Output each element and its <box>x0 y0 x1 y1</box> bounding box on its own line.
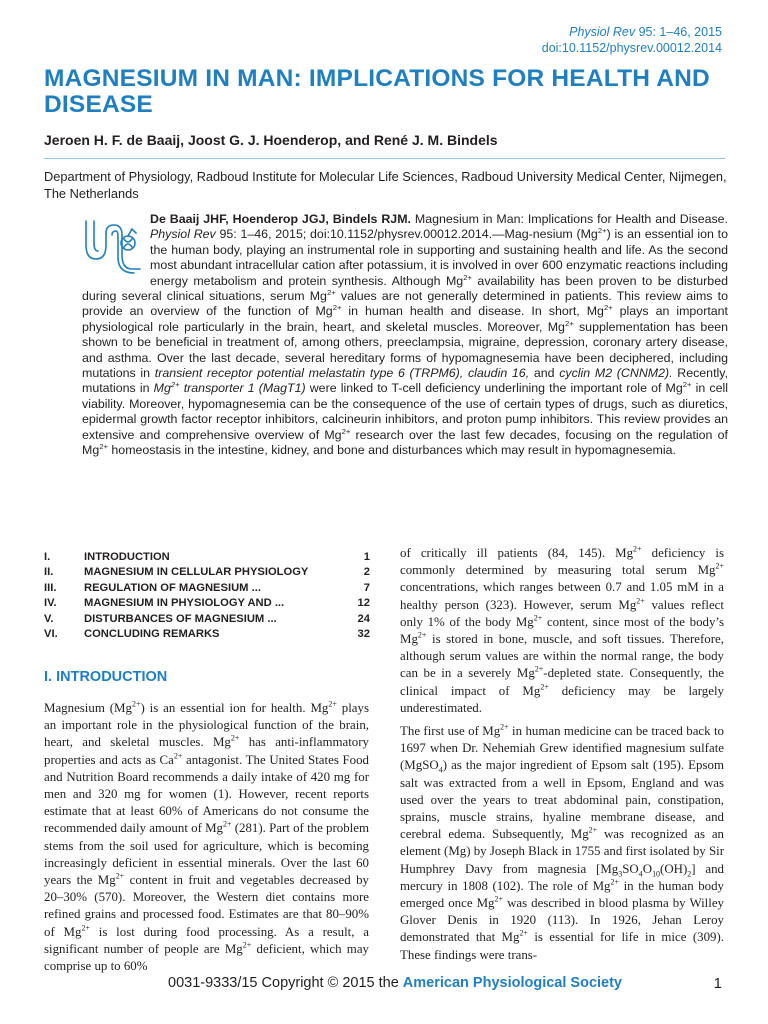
gene-part: Mg <box>153 381 171 396</box>
ion-charge: 2+ <box>230 734 240 744</box>
copyright-text: 0031-9333/15 Copyright © 2015 the <box>168 975 403 991</box>
author-list: Jeroen H. F. de Baaij, Joost G. J. Hoenderop, and René J. M. Bindels <box>44 132 498 148</box>
toc-label: CONCLUDING REMARKS <box>84 628 220 641</box>
subscript: 4 <box>638 869 643 879</box>
doi[interactable]: doi:10.1152/physrev.00012.2014 <box>541 41 722 55</box>
ion-charge: 2+ <box>341 426 351 436</box>
body-text: deficient, which may comprise up to 60% <box>44 941 369 974</box>
abstract-text: availability has been proven to be disturbed during several clinical situations, serum Mg <box>82 273 728 304</box>
body-text: ) as the major ingredient of Epsom salt (195). Epsom salt was extracted from a well in Epsom, England and was used over the years to treat abdominal pain, constipation, sprains, muscle strains, hyaline membrane disease, and cerebral edema. Subsequently, Mg <box>400 758 724 842</box>
abstract-text: in cell viability. Moreover, hypomagnesemia can be the consequence of the use of certain types of drugs, such as diuretics, epidermal growth factor receptor inhibitors, calcineurin inhibitors, and proton pump inhibitors. This review provides an extensive and comprehensive overview of Mg <box>82 381 729 442</box>
toc-page: 12 <box>357 597 370 610</box>
logo-spacer <box>82 212 150 286</box>
subscript: 2 <box>687 869 692 879</box>
journal-citation <box>542 24 722 56</box>
body-text: ) is an essential ion for health. Mg <box>140 701 329 715</box>
ion-charge: 2+ <box>223 820 232 830</box>
intro-paragraph-left <box>44 700 369 975</box>
table-of-contents <box>44 550 370 642</box>
ion-charge: 2+ <box>633 544 642 554</box>
ion-charge: 2+ <box>463 272 472 282</box>
toc-item[interactable] <box>44 550 370 565</box>
toc-item[interactable] <box>44 581 370 596</box>
gene-name: transient receptor potential melastatin type 6 (TRPM6), claudin 16, <box>154 366 530 381</box>
ion-charge: 2+ <box>115 871 125 881</box>
gene-part: transporter 1 (MagT1) <box>179 381 306 396</box>
ion-charge: 2+ <box>328 699 337 709</box>
toc-page: 2 <box>363 566 370 579</box>
page-number: 1 <box>713 975 722 992</box>
toc-number: VI. <box>44 628 58 641</box>
body-text: is essential for life in mice (309). These findings were trans- <box>400 930 724 962</box>
abstract <box>82 212 728 459</box>
ion-charge: 2+ <box>533 613 543 623</box>
intro-paragraph-right-1 <box>400 545 724 717</box>
gene-name <box>154 381 306 395</box>
journal-name: Physiol Rev <box>569 25 636 39</box>
abstract-text: ) is an essential ion to the human body, playing an instrumental role in supporting and sustaining health and life. As the second most abundant intracellular cation after potassium, it is involved in over 600 enzymatic reactions including energy metabolism and protein synthesis. Although Mg <box>150 227 729 288</box>
ion-charge: 2+ <box>715 561 724 571</box>
header-divider <box>44 158 725 159</box>
toc-item[interactable] <box>44 596 370 611</box>
body-text: deficiency may be largely underestimated. <box>400 683 724 715</box>
ion-charge: 2+ <box>564 318 574 328</box>
abstract-text: were linked to T-cell deficiency underlining the important role of Mg <box>305 381 683 396</box>
body-text: has anti-inflammatory properties and acts as Ca <box>44 735 369 767</box>
toc-item[interactable] <box>44 612 370 627</box>
body-text: SO <box>622 861 639 876</box>
ion-charge: 2+ <box>99 441 108 451</box>
intro-paragraph-right-2 <box>400 723 724 964</box>
body-text: content, since most of the body’s Mg <box>400 614 725 647</box>
ion-charge: 2+ <box>519 929 528 939</box>
ion-charge: 2+ <box>597 226 607 236</box>
ion-charge: 2+ <box>534 665 544 675</box>
body-text: of critically ill patients (84, 145). Mg <box>400 546 634 560</box>
ion-charge: 2+ <box>332 303 342 313</box>
body-text: concentrations, which ranges between 0.7 and 1.05 mM in a healthy person (323). However, serum Mg <box>400 580 724 612</box>
affiliation: Department of Physiology, Radboud Institute for Molecular Life Sciences, Radboud University Medical Center, Nijmegen, The Netherlands <box>44 169 727 201</box>
ion-charge: 2+ <box>242 940 252 950</box>
body-text: antagonist. The United States Food and Nutrition Board recommends a daily intake of 420 mg for men and 320 mg for women (1). However, recent reports estimate that at least 60% of Americans do not consume the recommended daily amount of Mg <box>44 752 369 836</box>
toc-label: REGULATION OF MAGNESIUM ... <box>84 581 261 594</box>
ion-charge: 2+ <box>500 722 509 732</box>
society-name: American Physiological Society <box>402 975 622 991</box>
ion-charge: 2+ <box>131 699 141 709</box>
body-text: O <box>642 861 653 876</box>
body-text: plays an important role in the physiological function of the brain, heart, and skeletal muscles. Mg <box>44 701 369 750</box>
toc-page: 32 <box>357 628 370 641</box>
gene-name: cyclin M2 (CNNM2). <box>559 366 673 381</box>
ion-charge: 2+ <box>326 287 336 297</box>
toc-number: IV. <box>44 597 57 610</box>
copyright-line <box>168 975 622 991</box>
abstract-text: in human health and disease. In short, Mg <box>341 304 604 319</box>
ion-charge: 2+ <box>603 303 613 313</box>
subscript: 10 <box>652 869 661 879</box>
ion-charge: 2+ <box>540 682 549 692</box>
body-text: content in fruit and vegetables decreased by 20–30% (570). Moreover, the Western diet contains more refined grains and processed food. Estimates are that 80–90% of Mg <box>44 873 369 939</box>
body-text: is lost during food processing. As a result, a significant number of people are Mg <box>44 924 369 956</box>
body-text: values reflect only 1% of the body Mg <box>400 597 724 629</box>
abstract-text: research over the last few decades, focusing on the regulation of Mg <box>82 427 728 458</box>
volume-pages: 95: 1–46, 2015 <box>635 25 722 39</box>
citation-authors: De Baaij JHF, Hoenderop JGJ, Bindels RJM. <box>150 212 411 226</box>
ion-charge: 2+ <box>417 630 427 640</box>
toc-number: II. <box>44 566 54 579</box>
ion-charge: 2+ <box>610 877 620 887</box>
toc-number: I. <box>44 551 51 563</box>
ion-charge: 2+ <box>636 596 645 606</box>
toc-item[interactable] <box>44 565 370 580</box>
citation-title: Magnesium in Man: Implications for Health and Disease. <box>410 212 729 226</box>
ion-charge: 2+ <box>588 825 598 835</box>
toc-label: INTRODUCTION <box>84 551 170 563</box>
abstract-text: and <box>529 366 560 381</box>
abstract-text: Recently, mutations in <box>82 366 728 396</box>
abstract-text: homeostasis in the intestine, kidney, and bone and disturbances which may result in hypomagnesemia. <box>107 443 676 458</box>
body-text: in human medicine can be traced back to 1697 when Dr. Nehemiah Grew identified magnesium sulfate (MgSO <box>400 724 724 773</box>
body-text: -depleted state. Consequently, the clinical impact of Mg <box>400 666 724 698</box>
toc-page: 24 <box>357 612 370 625</box>
body-text: ] and mercury in 1808 (102). The role of Mg <box>400 861 724 893</box>
subscript: 4 <box>438 765 443 775</box>
abstract-text: plays an important physiological role particularly in the brain, heart, and skeletal muscles. Moreover, Mg <box>82 304 728 334</box>
toc-number: III. <box>44 581 57 594</box>
body-text: (OH) <box>660 861 688 876</box>
abstract-text: supplementation has been shown to be beneficial in treatment of, among others, preeclampsia, migraine, depression, coronary artery disease, and asthma. Over the last decade, several hereditary forms of hypomagnesemia have been deciphered, including mutations in <box>82 319 728 381</box>
toc-page: 7 <box>363 581 370 594</box>
toc-label: MAGNESIUM IN PHYSIOLOGY AND ... <box>84 597 285 610</box>
citation-journal: Physiol Rev <box>150 227 216 242</box>
abstract-text: values are not generally determined in patients. This review aims to provide an overview of the function of Mg <box>82 289 728 319</box>
body-text: is stored in bone, muscle, and soft tissues. Therefore, although serum values are within the normal range, the body can be in a severely Mg <box>400 632 724 681</box>
ion-charge: 2+ <box>682 380 692 390</box>
body-text: The first use of Mg <box>400 724 501 738</box>
article-title: MAGNESIUM IN MAN: IMPLICATIONS FOR HEALTH AND DISEASE <box>44 65 710 118</box>
toc-number: V. <box>44 612 54 625</box>
subscript: 3 <box>618 869 623 879</box>
body-text: was recognized as an element (Mg) by Joseph Black in 1755 and first isolated by Sir Humphrey Davy from magnesia [Mg <box>400 827 725 876</box>
toc-page: 1 <box>363 551 370 563</box>
section-heading: I. INTRODUCTION <box>44 669 168 685</box>
ion-charge: 2+ <box>494 894 504 904</box>
body-text: (281). Part of the problem stems from the soil used for agriculture, which is becoming increasingly deficient in essential minerals. Over the last 60 years the Mg <box>44 821 369 888</box>
toc-label: DISTURBANCES OF MAGNESIUM ... <box>84 612 277 625</box>
body-text: in the human body emerged once Mg <box>400 878 725 911</box>
ion-charge: 2+ <box>173 751 183 761</box>
ion-charge: 2+ <box>170 380 180 390</box>
toc-item[interactable] <box>44 627 370 642</box>
ion-charge: 2+ <box>81 923 90 933</box>
citation-rest: 95: 1–46, 2015; doi:10.1152/physrev.00012.2014.—Mag-nesium (Mg <box>215 227 598 242</box>
body-text: was described in blood plasma by Willey Glover Denis in 1920 (113). In 1926, Jehan Leroy demonstrated that Mg <box>400 896 725 945</box>
body-text: Magnesium (Mg <box>44 701 132 715</box>
toc-label: MAGNESIUM IN CELLULAR PHYSIOLOGY <box>84 566 309 579</box>
body-text: deficiency is commonly determined by measuring total serum Mg <box>400 546 724 578</box>
